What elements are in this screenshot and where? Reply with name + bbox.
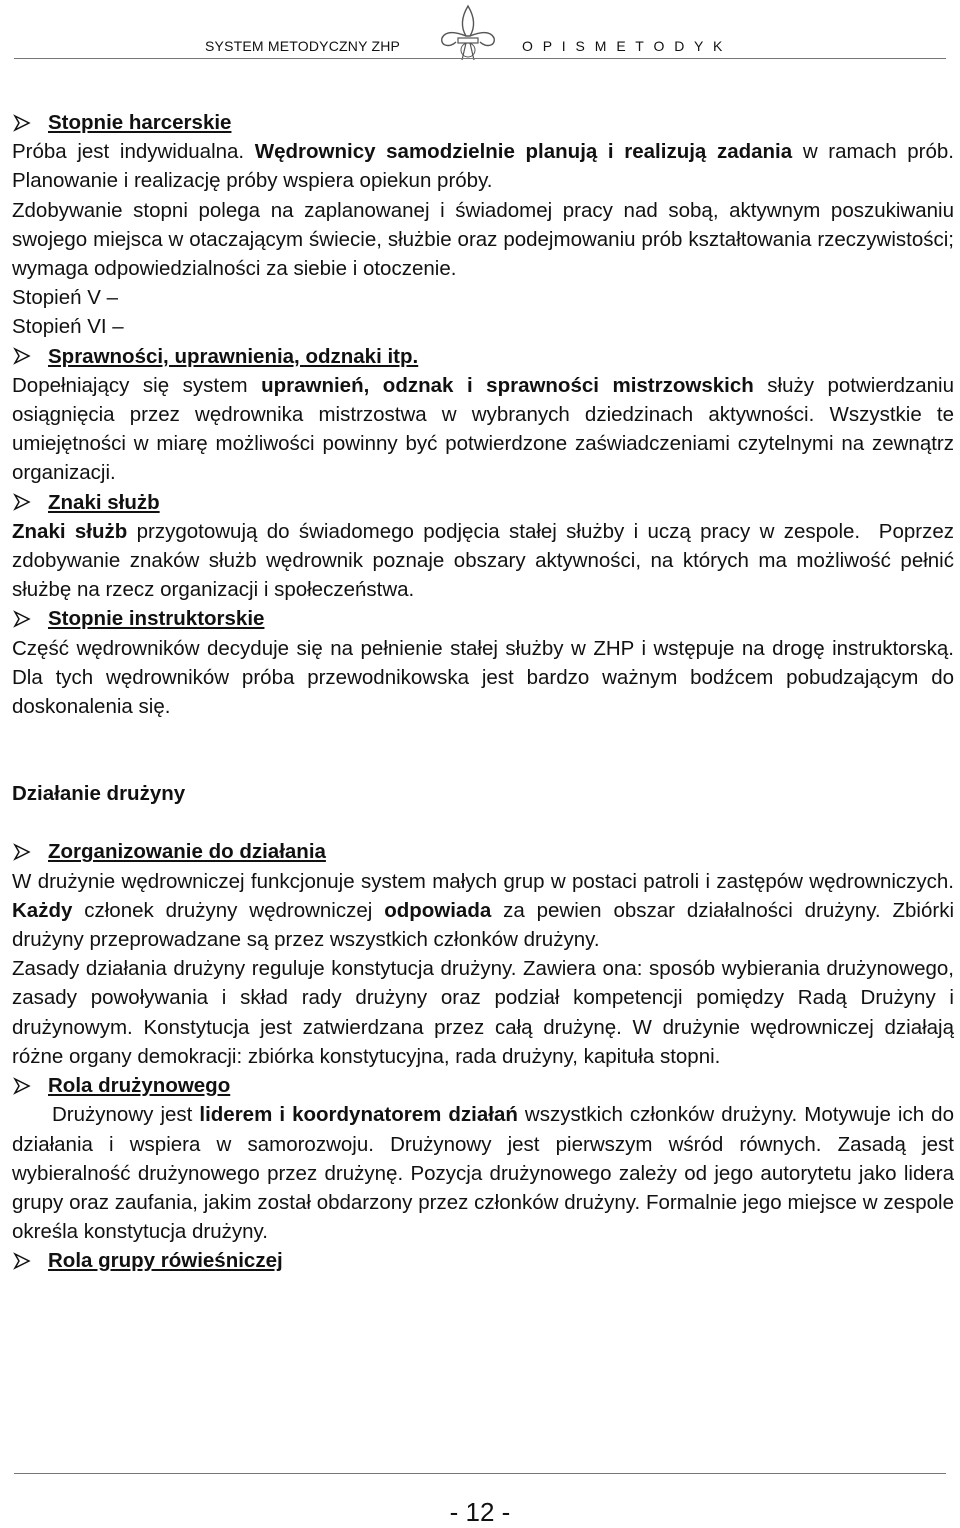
heading-text: Stopnie harcerskie — [48, 111, 232, 134]
heading-rola-druzynowego — [12, 1071, 954, 1100]
text-span-bold: uprawnień, odznak i sprawności mistrzowskich — [261, 373, 754, 397]
zhp-lily-logo-icon — [436, 2, 500, 64]
heading-text: Rola drużynowego — [48, 1074, 231, 1098]
heading-text: Rola grupy rówieśniczej — [48, 1249, 283, 1273]
text-span: przygotowują do świadomego podjęcia stałej służby i uczą pracy w zespole. — [127, 519, 861, 543]
section-title-dzialanie: Działanie drużyny — [12, 782, 186, 806]
text-span: członek drużyny wędrowniczej — [72, 898, 385, 922]
heading-text: Stopnie instruktorskie — [48, 607, 265, 631]
text-span: Drużynowy jest — [52, 1103, 200, 1127]
text-span-bold: Wędrownicy samodzielnie planują i realizują zadania — [254, 140, 793, 164]
header-right-text: O P I S M E T O D Y K — [522, 38, 726, 54]
text-span: wszystkich członków drużyny. Motywuje ich do działania i wspiera w samorozwoju. Drużynowy jest pierwszym wśród równych. Zasadą jest wybieralność drużynowego przez drużynę. Pozycja drużynowego zależy od jego autorytetu jako lidera grupy oraz zaufania, jakim został obdarzony przez członków drużyny. Formalnie jego miejsce w zespole określa konstytucja drużyny. — [12, 1103, 954, 1244]
paragraph-uprawnienia — [12, 371, 954, 488]
arrow-bullet-icon — [12, 610, 48, 628]
document-body — [12, 108, 954, 1276]
heading-text: Sprawności, uprawnienia, odznaki itp. — [48, 344, 419, 368]
text-span-bold: Każdy — [12, 898, 73, 922]
text-span: Wszystkie te umiejętności w miarę możliwości powinny być potwierdzone zaświadczeniami czytelnymi na zewnątrz organizacji. — [12, 403, 954, 485]
text-span-bold: liderem i koordynatorem działań — [199, 1103, 518, 1127]
paragraph-znaki — [12, 517, 954, 605]
heading-stopnie-instruktorskie — [12, 604, 954, 633]
arrow-bullet-icon — [12, 347, 48, 365]
page-number: - 12 - — [449, 1497, 511, 1527]
arrow-bullet-icon — [12, 843, 48, 861]
text-span: Poprzez zdobywanie znaków służb wędrownik poznaje obszary aktywności, na których ma możliwość pełnić służbę na rzecz organizacji i społeczeństwa. — [12, 519, 954, 602]
paragraph-proba — [12, 137, 954, 195]
heading-rola-grupy — [12, 1246, 954, 1275]
text-span: w ramach prób. Planowanie i realizację próby wspiera opiekun próby. — [12, 140, 955, 193]
text-span-bold: Znaki służb — [12, 519, 128, 543]
paragraph-system-grup — [12, 867, 954, 955]
paragraph-instruktorska: Część wędrowników decyduje się na pełnienie stałej służby w ZHP i wstępuje na drogę instruktorską. Dla tych wędrowników próba przewodnikowska jest bardzo ważnym bodźcem pobudzającym do doskonalenia się. — [12, 636, 954, 719]
arrow-bullet-icon — [12, 1077, 48, 1095]
footer-rule — [14, 1473, 946, 1474]
header-rule — [14, 58, 946, 59]
arrow-bullet-icon — [12, 493, 48, 511]
text-span: Próba jest indywidualna. — [12, 140, 255, 164]
heading-zorganizowanie — [12, 837, 954, 866]
paragraph-druzynowy — [12, 1100, 954, 1246]
arrow-bullet-icon — [12, 1252, 48, 1270]
arrow-bullet-icon — [12, 114, 48, 132]
heading-text: Znaki służb — [48, 490, 160, 514]
paragraph-konstytucja: Zasady działania drużyny reguluje konstytucja drużyny. Zawiera ona: sposób wybierania drużynowego, zasady powoływania i skład rady drużyny oraz podział kompetencji pomiędzy Radą Drużyny i drużynowym. Konstytucja jest zatwierdzana przez całą drużynę. W drużynie wędrowniczej działają różne organy demokracji: zbiórka konstytucyjna, rada drużyny, kapituła stopni. — [12, 957, 954, 1068]
heading-stopnie-harcerskie — [12, 108, 954, 137]
text-span: służy potwierdzaniu osiągnięcia przez wędrownika mistrzostwa w wybranych dziedzinach aktywności. — [12, 373, 954, 427]
paragraph-zdobywanie: Zdobywanie stopni polega na zaplanowanej i świadomej pracy nad sobą, aktywnym poszukiwaniu swojego miejsca w otaczającym świecie, służbie oraz podejmowaniu prób kształtowania rzeczywistości; wymaga odpowiedzialności za siebie i otoczenie. — [12, 198, 954, 281]
text-span-bold: odpowiada — [384, 898, 492, 922]
page-header — [0, 0, 960, 64]
heading-text: Zorganizowanie do działania — [48, 840, 326, 864]
header-left-text: SYSTEM METODYCZNY ZHP — [205, 38, 401, 54]
text-span: Dopełniający się system — [12, 373, 262, 397]
text-span: W drużynie wędrowniczej funkcjonuje system małych grup w postaci patroli i zastępów wędrowniczych. — [12, 869, 954, 893]
text-span: za pewien obszar działalności drużyny. Zbiórki drużyny przeprowadzane są przez wszystkich członków drużyny. — [12, 898, 954, 952]
stopien-vi: Stopień VI – — [12, 315, 124, 339]
stopien-v: Stopień V – — [12, 286, 118, 310]
heading-znaki-sluzb — [12, 488, 954, 517]
heading-sprawnosci — [12, 342, 954, 371]
